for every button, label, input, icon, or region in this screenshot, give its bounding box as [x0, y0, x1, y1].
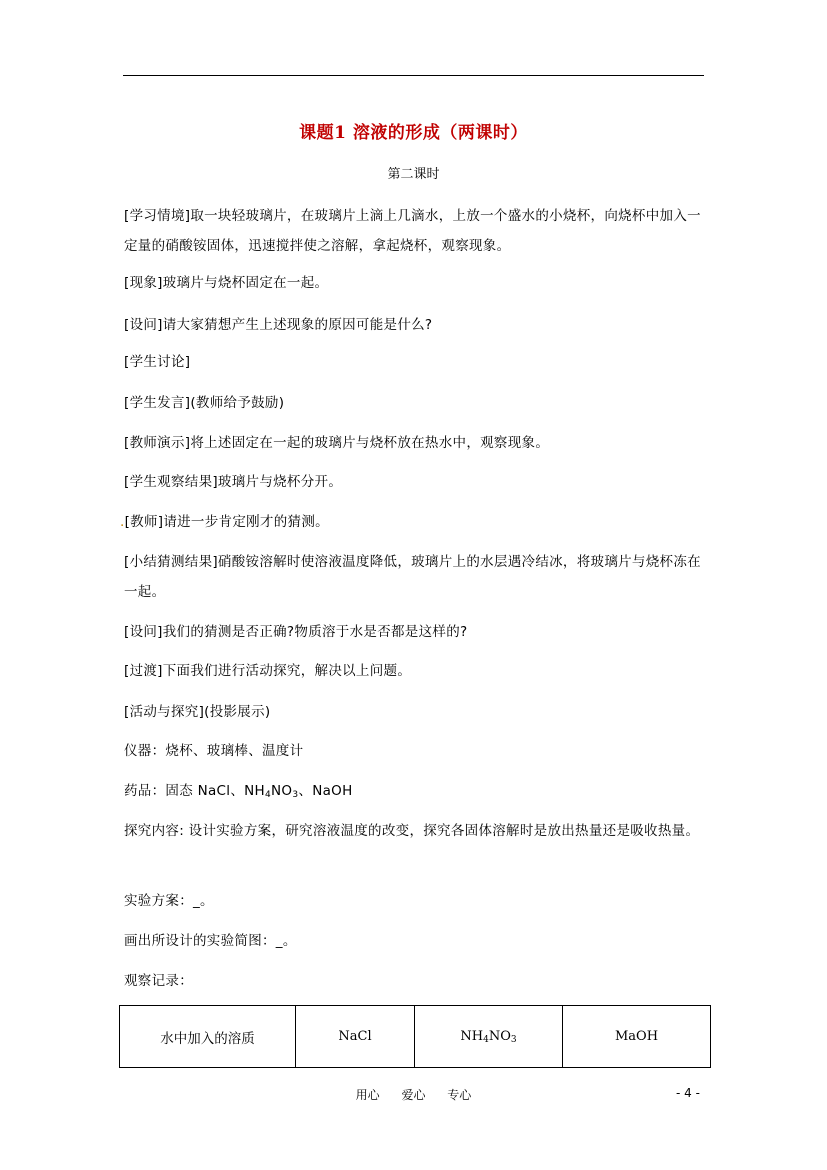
paragraph-summary: [小结猜测结果]硝酸铵溶解时使溶液温度降低，玻璃片上的水层遇冷结冰，将玻璃片与烧杯冻在一起。: [124, 554, 701, 600]
paragraph-experiment-plan: 实验方案：_。: [124, 893, 214, 909]
table-cell-nh4no3: $NH_4NO_3$: [415, 1006, 563, 1068]
paragraph-student-speak: [学生发言](教师给予鼓励): [124, 395, 285, 411]
page-number: - 4 -: [676, 1086, 700, 1100]
paragraph-reagents: 药品：固态 NaCl、$NH_4NO_3$、NaOH: [124, 783, 353, 800]
paragraph-transition: [过渡]下面我们进行活动探究，解决以上问题。: [124, 663, 412, 679]
table-row: [120, 1006, 711, 1068]
paragraph-student-discussion: [学生讨论]: [124, 354, 191, 370]
paragraph-question-1: [设问]请大家猜想产生上述现象的原因可能是什么?: [124, 317, 433, 333]
paragraph-activity: [活动与探究](投影展示): [124, 704, 271, 720]
paragraph-teacher-demo: [教师演示]将上述固定在一起的玻璃片与烧杯放在热水中，观察现象。: [124, 435, 550, 451]
header-rule: [123, 75, 704, 76]
footer-motto: 用心 爱心 专心: [355, 1088, 472, 1102]
paragraph-phenomenon: [现象]玻璃片与烧杯固定在一起。: [124, 275, 329, 291]
paragraph-learning-context: [学习情境]取一块轻玻璃片，在玻璃片上滴上几滴水，上放一个盛水的小烧杯，向烧杯中加入一定量的硝酸铵固体，迅速搅拌使之溶解，拿起烧杯，观察现象。: [124, 208, 701, 254]
page-title: 课题1 溶液的形成（两课时）: [299, 123, 528, 143]
observation-table: [119, 1005, 711, 1068]
table-cell-nacl: NaCl: [296, 1006, 415, 1068]
table-cell-naoh: MaOH: [563, 1006, 711, 1068]
bullet-dot: .: [120, 514, 125, 530]
paragraph-inquiry-content: 探究内容: 设计实验方案，研究溶液温度的改变，探究各固体溶解时是放出热量还是吸收热量。: [124, 823, 700, 839]
table-header-cell: 水中加入的溶质: [120, 1006, 296, 1068]
paragraph-observation-record: 观察记录：: [124, 973, 193, 989]
paragraph-instruments: 仪器：烧杯、玻璃棒、温度计: [124, 743, 304, 759]
page-subtitle: 第二课时: [387, 167, 440, 182]
paragraph-teacher: .[教师]请进一步肯定刚才的猜测。: [120, 514, 329, 530]
paragraph-observation-result: [学生观察结果]玻璃片与烧杯分开。: [124, 474, 343, 490]
paragraph-diagram: 画出所设计的实验简图：_。: [124, 933, 297, 949]
paragraph-question-2: [设问]我们的猜测是否正确?物质溶于水是否都是这样的?: [124, 624, 468, 640]
